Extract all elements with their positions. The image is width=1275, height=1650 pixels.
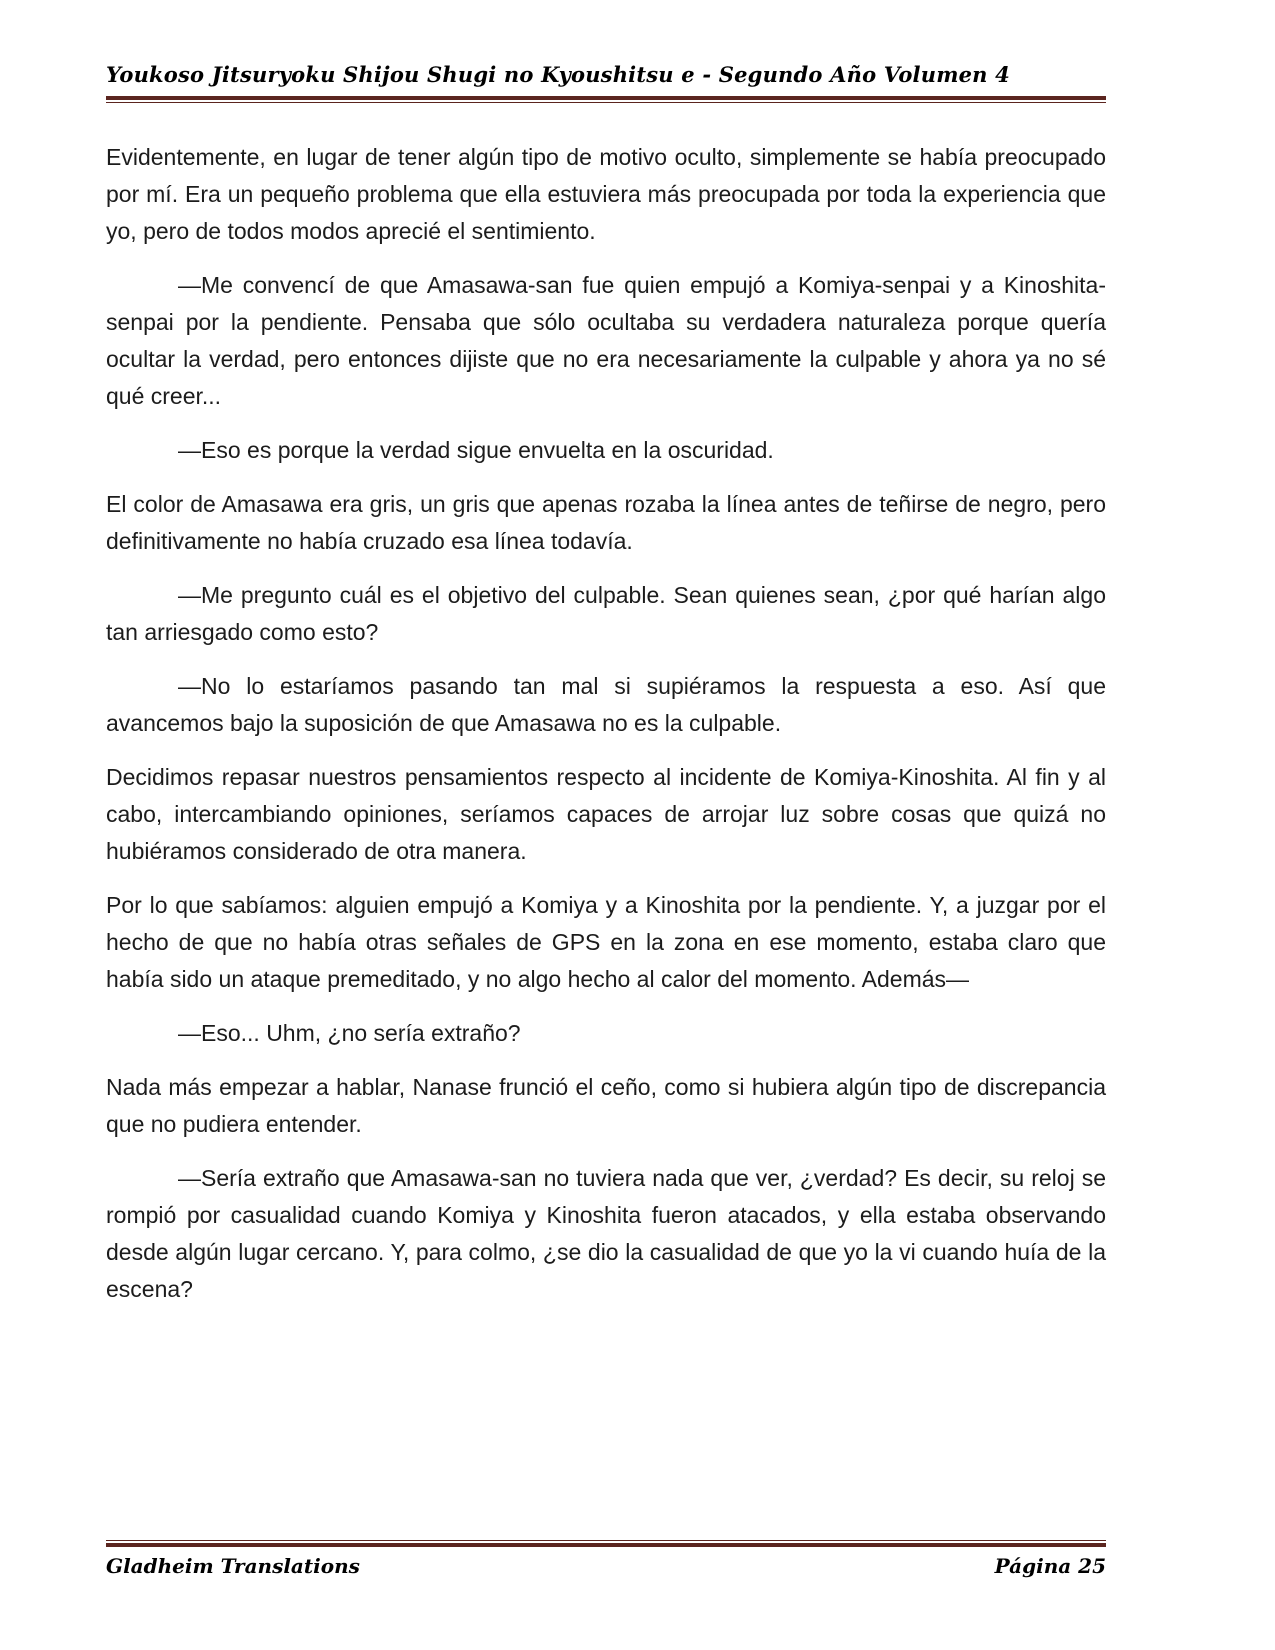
dialogue-paragraph: —Me pregunto cuál es el objetivo del culpable. Sean quienes sean, ¿por qué harían algo tan arriesgado como esto?: [106, 582, 1106, 645]
footer-translator: Gladheim Translations: [106, 1554, 360, 1578]
dialogue-paragraph: —Eso es porque la verdad sigue envuelta en la oscuridad.: [178, 437, 774, 463]
paragraph: Nada más empezar a hablar, Nanase frunció el ceño, como si hubiera algún tipo de discrepancia que no pudiera entender.: [106, 1074, 1106, 1137]
body-text: [106, 139, 1106, 1308]
header-rule: [106, 96, 1106, 103]
dialogue-paragraph: —Sería extraño que Amasawa-san no tuviera nada que ver, ¿verdad? Es decir, su reloj se rompió por casualidad cuando Komiya y Kinoshita fueron atacados, y ella estaba observando desde algún lugar cercano. Y, para colmo, ¿se dio la casualidad de que yo la vi cuando huía de la escena?: [106, 1165, 1106, 1302]
footer-rule: [106, 1540, 1106, 1547]
header-title: Youkoso Jitsuryoku Shijou Shugi no Kyoushitsu e - Segundo Año Volumen 4: [106, 62, 1010, 87]
paragraph: Evidentemente, en lugar de tener algún tipo de motivo oculto, simplemente se había preocupado por mí. Era un pequeño problema que ella estuviera más preocupada por toda la experiencia que yo, pero de todos modos aprecié el sentimiento.: [106, 144, 1106, 244]
dialogue-paragraph: —Me convencí de que Amasawa-san fue quien empujó a Komiya-senpai y a Kinoshita-senpai por la pendiente. Pensaba que sólo ocultaba su verdadera naturaleza porque quería ocultar la verdad, pero entonces dijiste que no era necesariamente la culpable y ahora ya no sé qué creer...: [106, 272, 1106, 409]
dialogue-paragraph: —Eso... Uhm, ¿no sería extraño?: [178, 1020, 521, 1046]
paragraph: Decidimos repasar nuestros pensamientos respecto al incidente de Komiya-Kinoshita. Al fin y al cabo, intercambiando opiniones, seríamos capaces de arrojar luz sobre cosas que quizá no hubiéramos considerado de otra manera.: [106, 764, 1106, 864]
footer-page-number: Página 25: [994, 1554, 1106, 1578]
paragraph: Por lo que sabíamos: alguien empujó a Komiya y a Kinoshita por la pendiente. Y, a juzgar por el hecho de que no había otras señales de GPS en la zona en ese momento, estaba claro que había sido un ataque premeditado, y no algo hecho al calor del momento. Además—: [106, 892, 1106, 992]
paragraph: El color de Amasawa era gris, un gris que apenas rozaba la línea antes de teñirse de negro, pero definitivamente no había cruzado esa línea todavía.: [106, 491, 1106, 554]
dialogue-paragraph: —No lo estaríamos pasando tan mal si supiéramos la respuesta a eso. Así que avancemos bajo la suposición de que Amasawa no es la culpable.: [106, 673, 1106, 736]
page-content: [106, 0, 1106, 1325]
page-footer: [106, 1540, 1106, 1578]
page-header: [106, 0, 1106, 103]
